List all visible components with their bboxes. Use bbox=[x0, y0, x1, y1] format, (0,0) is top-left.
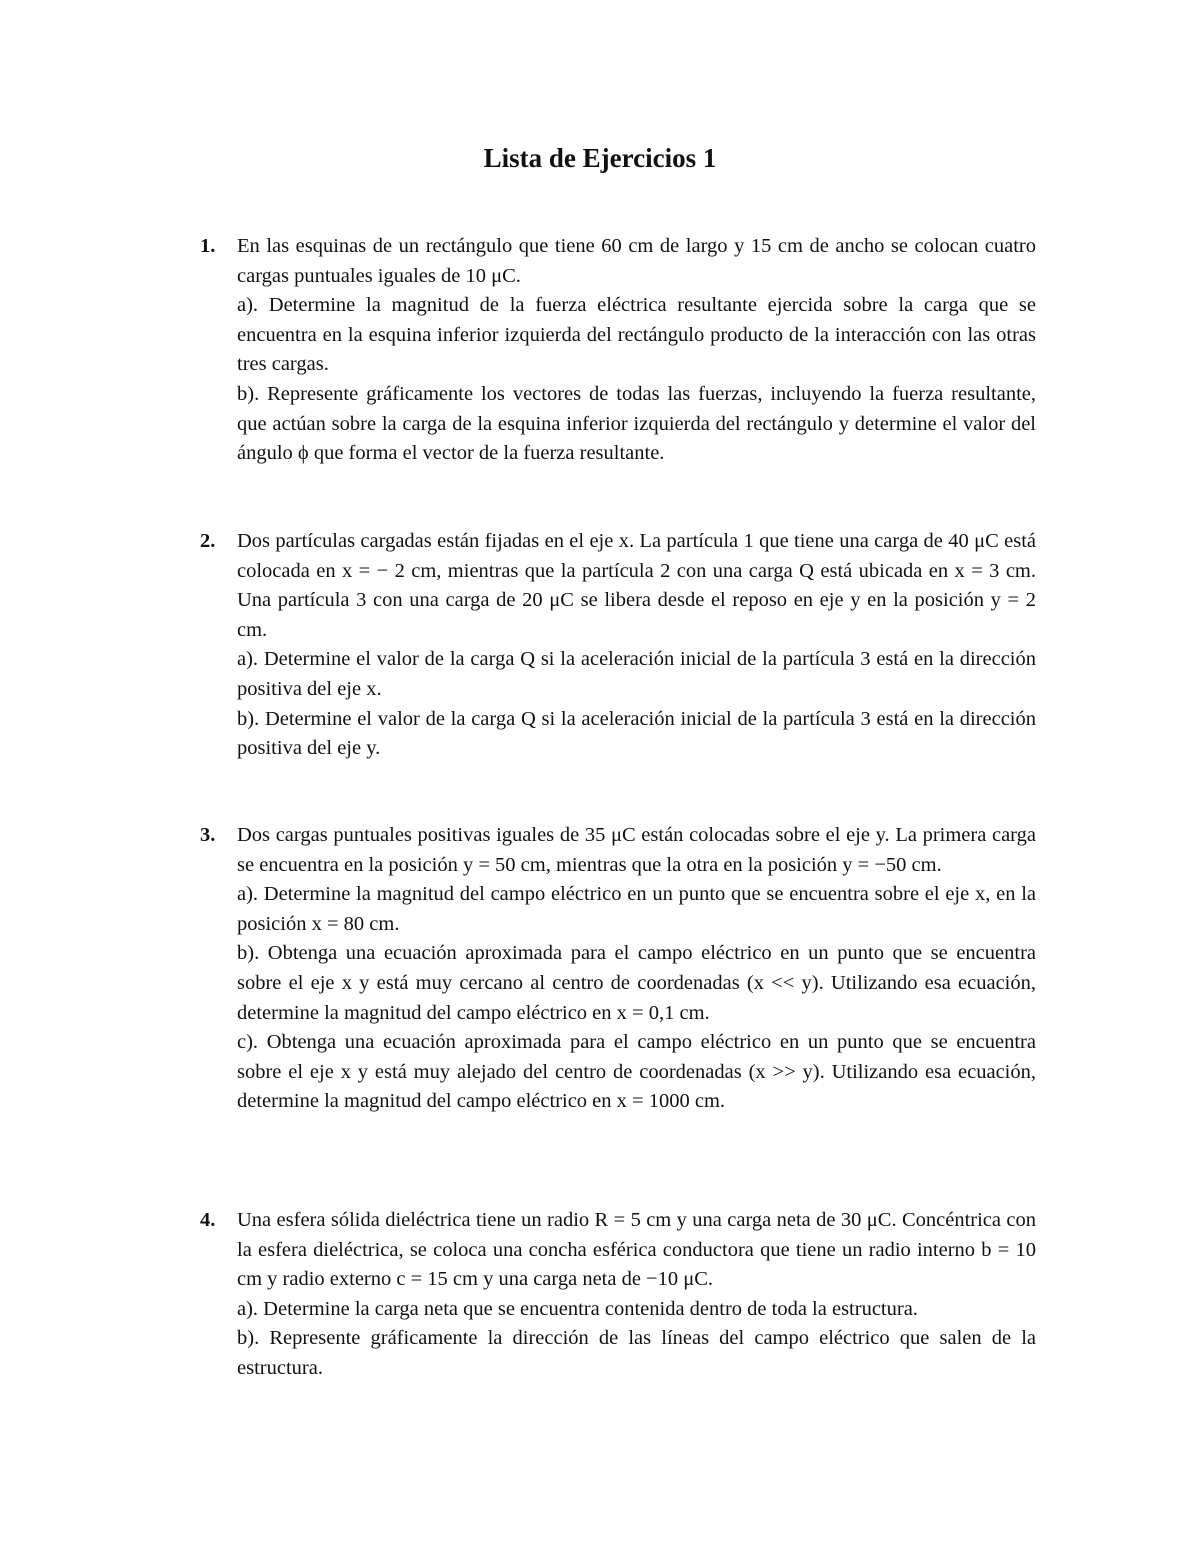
exercise-part-a: a). Determine la magnitud del campo eléctrico en un punto que se encuentra sobre el eje x, en la posición x = 80 cm. bbox=[237, 883, 1036, 935]
exercise-body bbox=[237, 821, 1036, 1117]
exercise-statement: Una esfera sólida dieléctrica tiene un radio R = 5 cm y una carga neta de 30 μC. Concéntrica con la esfera dieléctrica, se coloca una concha esférica conductora que tiene un radio interno b = 10 cm y radio externo c = 15 cm y una carga neta de −10 μC. bbox=[237, 1209, 1036, 1291]
exercise-1 bbox=[200, 232, 1036, 469]
exercise-body bbox=[237, 232, 1036, 469]
exercise-statement: Dos partículas cargadas están fijadas en el eje x. La partícula 1 que tiene una carga de 40 μC está colocada en x = − 2 cm, mientras que la partícula 2 con una carga Q está ubicada en x = 3 cm. Una partícula 3 con una carga de 20 μC se libera desde el reposo en eje y en la posición y = 2 cm. bbox=[237, 530, 1036, 641]
exercise-part-a: a). Determine la magnitud de la fuerza eléctrica resultante ejercida sobre la carga que se encuentra en la esquina inferior izquierda del rectángulo producto de la interacción con las otras tres cargas. bbox=[237, 294, 1036, 376]
exercise-part-b: b). Obtenga una ecuación aproximada para el campo eléctrico en un punto que se encuentra sobre el eje x y está muy cercano al centro de coordenadas (x << y). Utilizando esa ecuación, determine la magnitud del campo eléctrico en x = 0,1 cm. bbox=[237, 942, 1036, 1024]
exercise-part-c: c). Obtenga una ecuación aproximada para el campo eléctrico en un punto que se encuentra sobre el eje x y está muy alejado del centro de coordenadas (x >> y). Utilizando esa ecuación, determine la magnitud del campo eléctrico en x = 1000 cm. bbox=[237, 1031, 1036, 1113]
exercise-statement: En las esquinas de un rectángulo que tiene 60 cm de largo y 15 cm de ancho se colocan cuatro cargas puntuales iguales de 10 μC. bbox=[237, 235, 1036, 287]
exercise-statement: Dos cargas puntuales positivas iguales de 35 μC están colocadas sobre el eje y. La primera carga se encuentra en la posición y = 50 cm, mientras que la otra en la posición y = −50 cm. bbox=[237, 824, 1036, 876]
exercise-2 bbox=[200, 527, 1036, 764]
exercise-part-b: b). Represente gráficamente la dirección de las líneas del campo eléctrico que salen de la estructura. bbox=[237, 1327, 1036, 1379]
exercise-part-b: b). Determine el valor de la carga Q si la aceleración inicial de la partícula 3 está en la dirección positiva del eje y. bbox=[237, 707, 1036, 760]
exercise-number: 1. bbox=[200, 235, 216, 257]
exercise-4 bbox=[200, 1206, 1036, 1384]
exercise-part-a: a). Determine el valor de la carga Q si la aceleración inicial de la partícula 3 está en la dirección positiva del eje x. bbox=[237, 648, 1036, 700]
exercise-part-a: a). Determine la carga neta que se encuentra contenida dentro de toda la estructura. bbox=[237, 1297, 918, 1320]
exercise-3 bbox=[200, 821, 1036, 1117]
exercise-part-b: b). Represente gráficamente los vectores de todas las fuerzas, incluyendo la fuerza resultante, que actúan sobre la carga de la esquina inferior izquierda del rectángulo y determine el valor del ángulo ϕ que forma el vector de la fuerza resultante. bbox=[237, 382, 1036, 465]
exercise-body bbox=[237, 527, 1036, 764]
exercise-number: 4. bbox=[200, 1209, 216, 1231]
exercise-number: 3. bbox=[200, 824, 216, 846]
page-title: Lista de Ejercicios 1 bbox=[483, 143, 717, 173]
exercise-number: 2. bbox=[200, 530, 216, 552]
exercise-body bbox=[237, 1206, 1036, 1384]
